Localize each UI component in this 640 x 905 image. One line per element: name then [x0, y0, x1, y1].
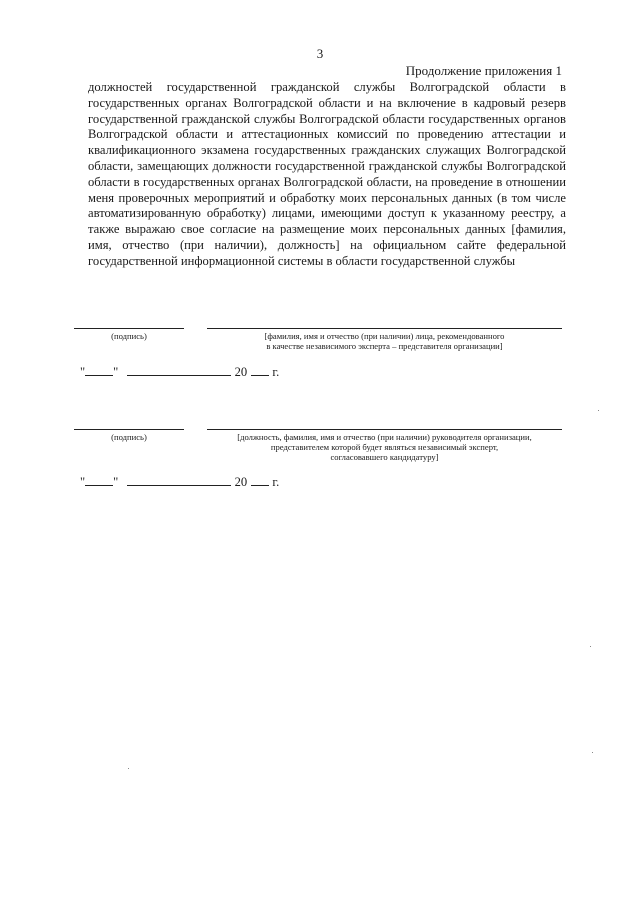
- date-close-quote: ": [113, 365, 119, 379]
- scan-speck: [598, 410, 599, 411]
- year-suffix: г.: [272, 365, 280, 379]
- date-open-quote: ": [80, 475, 86, 489]
- appendix-label: Продолжение приложения 1: [405, 63, 562, 78]
- expert-name-caption: [207, 331, 562, 351]
- year-blank: [251, 364, 269, 376]
- scan-speck: [592, 752, 593, 753]
- head-name-caption: [207, 432, 562, 462]
- month-blank: [127, 364, 231, 376]
- signature-line: [74, 429, 184, 430]
- scan-speck: [128, 768, 129, 769]
- date-open-quote: ": [80, 365, 86, 379]
- year-prefix: 20: [234, 475, 248, 489]
- signature-line: [74, 328, 184, 329]
- month-blank: [127, 474, 231, 486]
- caption-line: [должность, фамилия, имя и отчество (при наличии) руководителя организации,: [237, 432, 532, 442]
- head-name-line: [207, 429, 562, 430]
- year-blank: [251, 474, 269, 486]
- scan-speck: [590, 646, 591, 647]
- signature-caption: (подпись): [111, 331, 147, 341]
- year-prefix: 20: [234, 365, 248, 379]
- page-number: 3: [316, 46, 324, 61]
- caption-line: [фамилия, имя и отчество (при наличии) лица, рекомендованного: [264, 331, 505, 341]
- signature-caption: (подпись): [111, 432, 147, 442]
- date-close-quote: ": [113, 475, 119, 489]
- day-blank: [85, 474, 113, 486]
- caption-line: представителем которой будет являться независимый эксперт,: [270, 442, 499, 452]
- date-line: [80, 364, 279, 380]
- caption-line: согласовавшего кандидатуру]: [330, 452, 439, 462]
- day-blank: [85, 364, 113, 376]
- date-line: [80, 474, 279, 490]
- caption-line: в качестве независимого эксперта – представителя организации]: [266, 341, 503, 351]
- year-suffix: г.: [272, 475, 280, 489]
- expert-name-line: [207, 328, 562, 329]
- consent-body-text: должностей государственной гражданской службы Волгоградской области в государственных органах Волгоградской области и на включение в кадровый резерв государственной гражданской службы Волгоградской области государственных органов Волгоградской области и аттестационных комиссий по проведению аттестации и квалификационного экзамена государственных гражданских служащих Волгоградской области, замещающих должности государственной гражданской службы Волгоградской области в государственных органах Волгоградской области, на проведение в отношении меня проверочных мероприятий и обработку моих персональных данных (в том числе автоматизированную обработку) лицами, имеющими доступ к указанному реестру, а также выражаю свое согласие на размещение моих персональных данных [фамилия, имя, отчество (при наличии), должность] на официальном сайте федеральной государственной информационной системы в области государственной службы: [88, 80, 566, 268]
